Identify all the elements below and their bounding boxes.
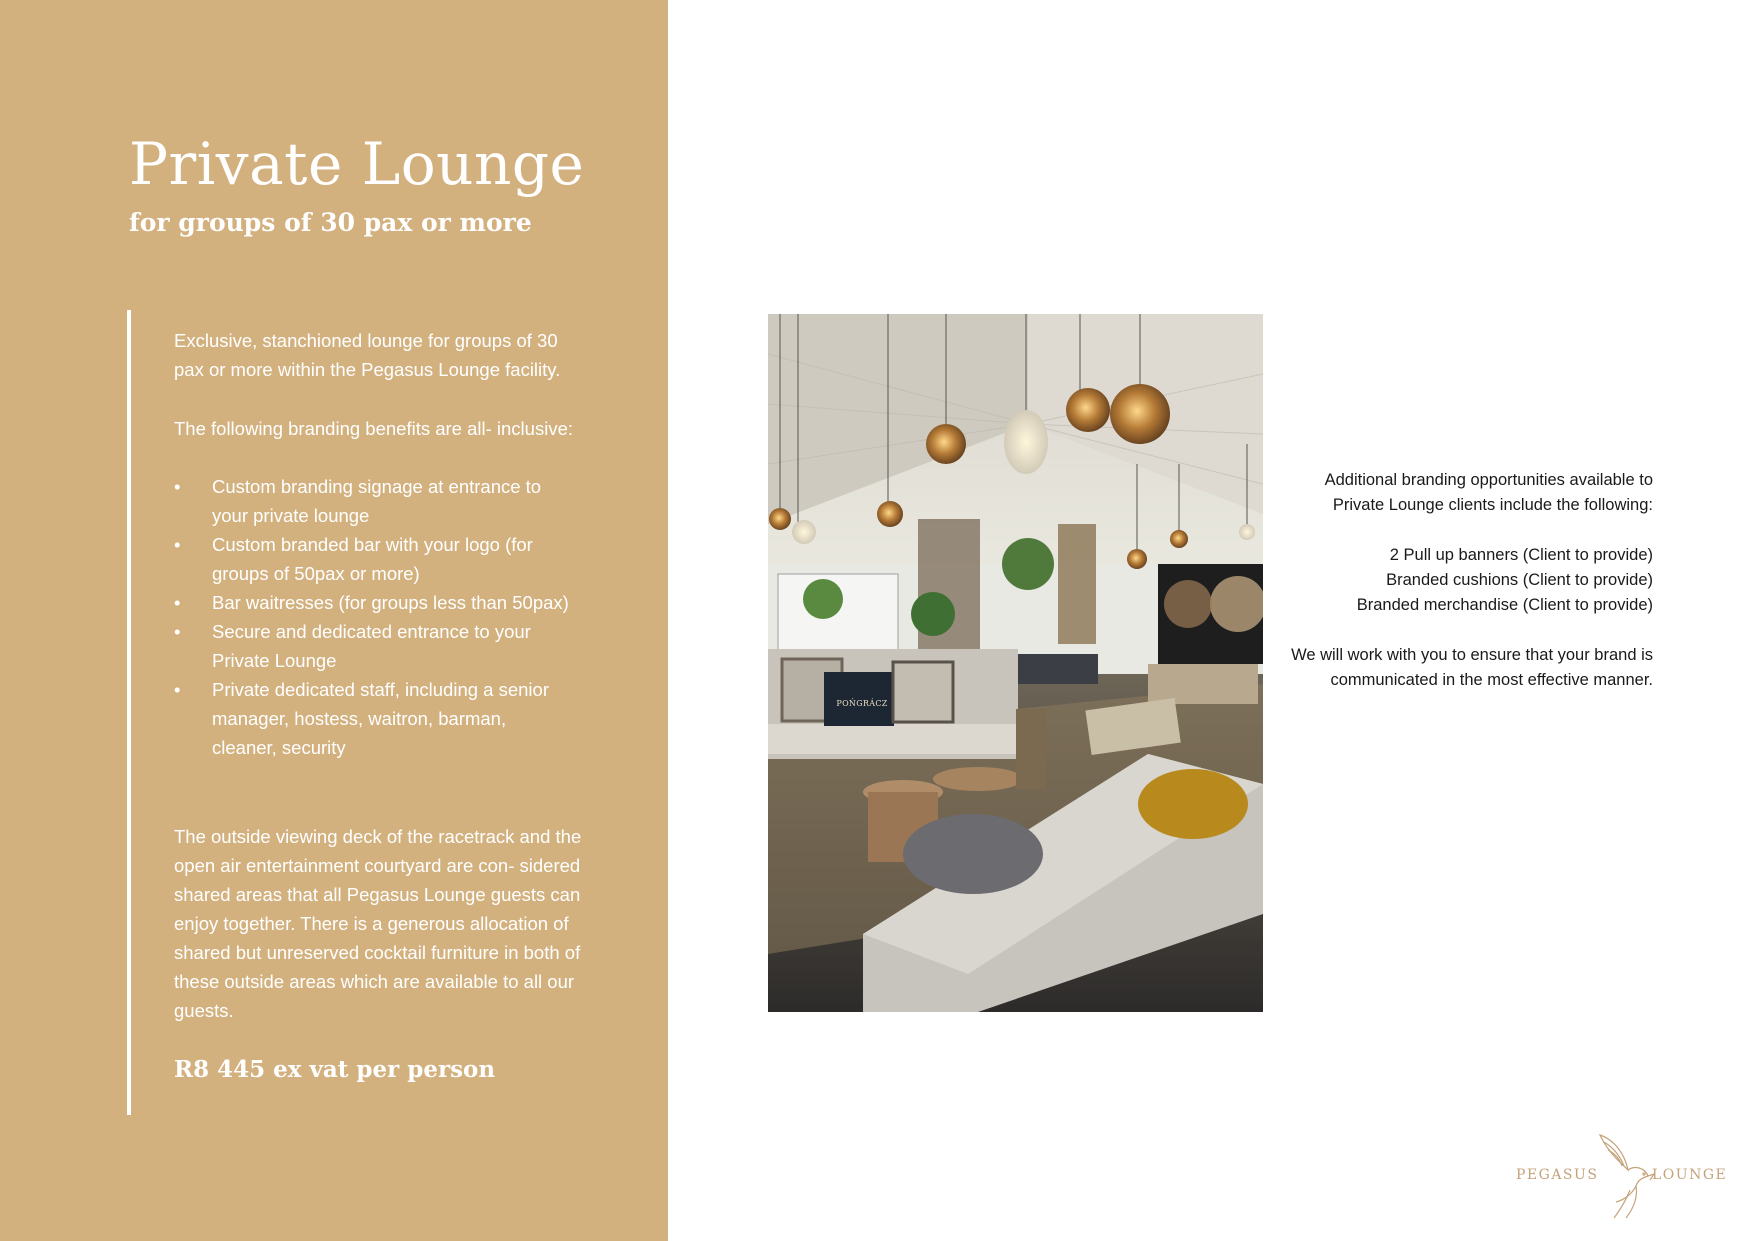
- benefit-item: • Bar waitresses (for groups less than 50pax): [174, 588, 574, 617]
- price-label: R8 445 ex vat per person: [174, 1056, 496, 1083]
- logo-text-left: PEGASUS: [1516, 1167, 1599, 1183]
- benefits-list: [174, 472, 574, 762]
- additional-item: Branded merchandise (Client to provide): [1356, 596, 1653, 614]
- benefits-heading: The following branding benefits are all- inclusive:: [174, 418, 573, 439]
- pegasus-icon: [1590, 1130, 1660, 1222]
- left-panel: [0, 0, 668, 1241]
- benefit-item: • Custom branding signage at entrance to your private lounge: [174, 472, 574, 530]
- benefit-item: • Secure and dedicated entrance to your Private Lounge: [174, 617, 574, 675]
- page-title: Private Lounge: [129, 130, 585, 198]
- cushion-logo-text: POŃGRÁCZ: [836, 699, 888, 708]
- benefit-item: • Private dedicated staff, including a senior manager, hostess, waitron, barman, cleaner, security: [174, 675, 574, 762]
- additional-item: Branded cushions (Client to provide): [1386, 571, 1653, 589]
- lounge-photo: [768, 314, 1263, 1012]
- shared-areas-paragraph: The outside viewing deck of the racetrack and the open air entertainment courtyard are con- sidered shared areas that all Pegasus Lounge guests can enjoy together. There is a generous allocation of shared but unreserved cocktail furniture in both of these outside areas which are available to all our guests.: [174, 826, 582, 1021]
- additional-intro: Additional branding opportunities available to Private Lounge clients include the following:: [1324, 471, 1653, 514]
- page-subtitle: for groups of 30 pax or more: [129, 208, 532, 237]
- benefit-item: • Custom branded bar with your logo (for groups of 50pax or more): [174, 530, 574, 588]
- intro-paragraph: Exclusive, stanchioned lounge for groups of 30 pax or more within the Pegasus Lounge facility.: [174, 330, 561, 380]
- additional-list: [1273, 543, 1653, 618]
- additional-item: 2 Pull up banners (Client to provide): [1389, 546, 1653, 564]
- pegasus-lounge-logo: [1512, 1130, 1727, 1222]
- additional-closing: We will work with you to ensure that your brand is communicated in the most effective manner.: [1291, 646, 1653, 689]
- vertical-rule: [127, 310, 131, 1115]
- logo-text-right: LOUNGE: [1652, 1167, 1728, 1183]
